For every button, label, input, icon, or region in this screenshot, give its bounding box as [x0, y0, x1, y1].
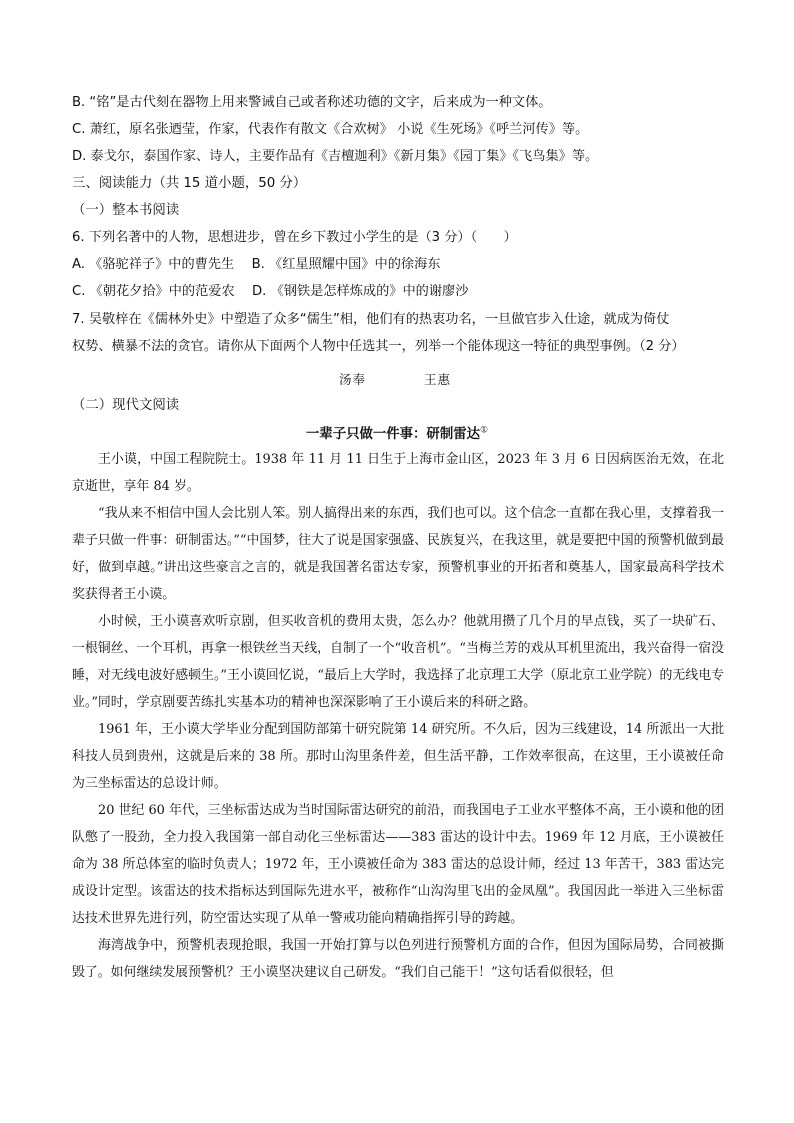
subsection-modern-reading: （二）现代文阅读: [72, 398, 180, 413]
section-heading: 三、阅读能力（共 15 道小题，50 分）: [72, 176, 307, 191]
option-d-line: D. 泰戈尔，泰国作家、诗人，主要作品有《吉檀迦利》《新月集》《园丁集》《飞鸟集》等。: [72, 149, 599, 164]
question-6: 6. 下列名著中的人物，思想进步，曾在乡下教过小学生的是（3 分）（ ）: [72, 230, 517, 245]
article-paragraph-4: 1961 年，王小谟大学毕业分配到国防部第十研究院第 14 研究所。不久后，因为三线建设，14 所派出一大批科技人员到贵州，这就是后来的 38 所。那时山沟里条件差，但生活平静，工作效率很高，在这里，王小谟被任命为三坐标雷达的总设计师。: [72, 722, 724, 791]
question-7-line-2: 权势、横暴不法的贪官。请你从下面两个人物中任选其一，列举一个能体现这一特征的典型事例。（2 分）: [72, 339, 685, 354]
article-paragraph-5: 20 世纪 60 年代，三坐标雷达成为当时国际雷达研究的前沿，而我国电子工业水平整体不高，王小谟和他的团队憋了一股劲，全力投入我国第一部自动化三坐标雷达——383 雷达的设计中去。1969 年 12 月底，王小谟被任命为 38 所总体室的临时负责人；1972 年，王小谟被任命为 383 雷达的总设计师，经过 13 年苦干，383 雷达完成设计定型。该雷达的技术指标达到国际先进水平，被称作“山沟沟里飞出的金凤凰”。我国因此一举进入三坐标雷达技术世界先进行列，防空雷达实现了从单一警戒功能向精确指挥引导的跨越。: [72, 803, 724, 926]
option-b-line: B. “铭”是古代刻在器物上用来警诫自己或者称述功德的文字，后来成为一种文体。: [72, 95, 552, 110]
question-6-options-ab: A. 《骆驼祥子》中的曹先生 B. 《红星照耀中国》中的徐海东: [72, 257, 441, 272]
article-paragraph-2: “我从来不相信中国人会比别人笨。别人搞得出来的东西，我们也可以。这个信念一直都在我心里，支撑着我一辈子只做一件事：研制雷达。”“中国梦，往大了说是国家强盛、民族复兴，在我这里，就是要把中国的预警机做到最好，做到卓越。”讲出这些豪言之言的，就是我国著名雷达专家，预警机事业的开拓者和奠基人，国家最高科学技术奖获得者王小谟。: [72, 506, 724, 602]
article-paragraph-6: 海湾战争中，预警机表现抢眼，我国一开始打算与以色列进行预警机方面的合作，但因为国际局势，合同被撕毁了。如何继续发展预警机？王小谟坚决建议自己研发。“我们自己能干！”这句话看似很轻，但: [72, 938, 724, 980]
article-title: [0, 423, 794, 442]
article-paragraph-1: 王小谟，中国工程院院士。1938 年 11 月 11 日生于上海市金山区，2023 年 3 月 6 日因病医治无效，在北京逝世，享年 84 岁。: [72, 452, 724, 494]
article-body: [72, 446, 724, 986]
question-6-options-cd: C. 《朝花夕拾》中的范爱农 D. 《钢铁是怎样炼成的》中的谢廖沙: [72, 284, 469, 299]
character-name-1: 汤奉: [339, 372, 367, 387]
subsection-book-reading: （一）整本书阅读: [72, 203, 180, 218]
option-c-line: C. 萧红，原名张迺莹，作家，代表作有散文《合欢树》 小说《生死场》《呼兰河传》等。: [72, 122, 589, 137]
footnote-mark: ①: [480, 425, 489, 436]
question-7-line-1: 7. 吴敬梓在《儒林外史》中塑造了众多“儒生”相，他们有的热衷功名，一旦做官步入仕途，就成为倚仗: [72, 312, 670, 327]
character-name-2: 王惠: [424, 372, 452, 387]
article-title-text: 一辈子只做一件事：研制雷达: [305, 427, 480, 442]
article-paragraph-3: 小时候，王小谟喜欢听京剧，但买收音机的费用太贵，怎么办？他就用攒了几个月的早点钱，买了一块矿石、一根铜丝、一个耳机，再拿一根铁丝当天线，自制了一个“收音机”。“当梅兰芳的戏从耳机里流出，我兴奋得一宿没睡，对无线电波好感顿生。”王小谟回忆说，“最后上大学时，我选择了北京理工大学（原北京工业学院）的无线电专业。”同时，学京剧要苦练扎实基本功的精神也深深影响了王小谟后来的科研之路。: [72, 614, 724, 710]
